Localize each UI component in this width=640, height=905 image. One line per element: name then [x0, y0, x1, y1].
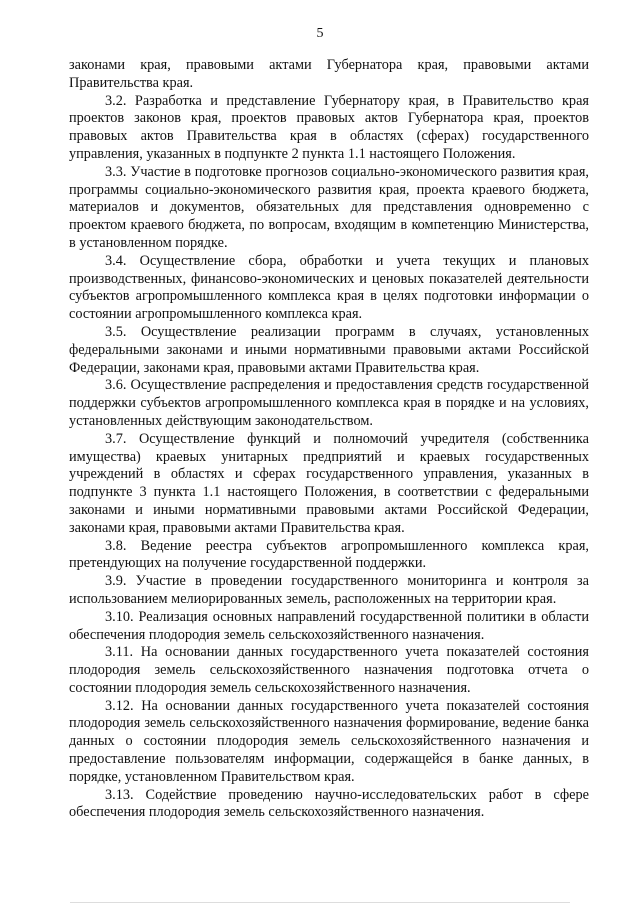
paragraph-3-2: 3.2. Разработка и представление Губернатору края, в Правительство края проектов законов края, проектов правовых актов Губернатора края, проектов правовых актов Правительства края в областях (сферах) государственного управления, указанных в подпункте 2 пункта 1.1 настоящего Положения. — [69, 92, 589, 162]
scan-edge-line — [70, 902, 570, 903]
paragraph-continuation: законами края, правовыми актами Губернатора края, правовыми актами Правительства края. — [69, 57, 589, 91]
paragraph-3-3: 3.3. Участие в подготовке прогнозов социально-экономического развития края, программы социально-экономического развития края, проекта краевого бюджета, материалов и документов, обязательных для представления одновременно с проектом краевого бюджета, по вопросам, входящим в компетенцию Министерства, в установленном порядке. — [69, 163, 589, 251]
paragraph-3-8: 3.8. Ведение реестра субъектов агропромышленного комплекса края, претендующих на получение государственной поддержки. — [69, 537, 589, 572]
page-bottom-edge — [0, 897, 640, 905]
paragraph-3-11: 3.11. На основании данных государственного учета показателей состояния плодородия земель сельскохозяйственного назначения подготовка отчета о состоянии плодородия земель сельскохозяйственного назначения. — [69, 644, 589, 696]
paragraph-3-9: 3.9. Участие в проведении государственного мониторинга и контроля за использованием мелиорированных земель, расположенных на территории края. — [69, 573, 589, 607]
paragraph-3-7: 3.7. Осуществление функций и полномочий учредителя (собственника имущества) краевых унитарных предприятий и краевых государственных учреждений в областях и сферах государственного управления, указанных в подпункте 3 пункта 1.1 настоящего Положения, в соответствии с федеральными законами и иными нормативными правовыми актами Российской Федерации, законами края, правовыми актами Правительства края. — [69, 430, 589, 536]
paragraph-3-12: 3.12. На основании данных государственного учета показателей состояния плодородия земель сельскохозяйственного назначения формирование, ведение банка данных о состоянии плодородия земель сельскохозяйственного назначения и предоставление пользователям информации, содержащейся в банке данных, в порядке, установленном Правительством края. — [69, 697, 589, 785]
document-body — [69, 57, 589, 822]
paragraph-3-4: 3.4. Осуществление сбора, обработки и учета текущих и плановых производственных, финансово-экономических и ценовых показателей деятельности субъектов агропромышленного комплекса края в целях подготовки информации о состоянии агропромышленного комплекса края. — [69, 252, 589, 323]
paragraph-3-10: 3.10. Реализация основных направлений государственной политики в области обеспечения плодородия земель сельскохозяйственного назначения. — [69, 608, 589, 643]
paragraph-3-5: 3.5. Осуществление реализации программ в случаях, установленных федеральными законами и иными нормативными правовыми актами Российской Федерации, законами края, правовыми актами Правительства края. — [69, 323, 589, 376]
paragraph-3-6: 3.6. Осуществление распределения и предоставления средств государственной поддержки субъектов агропромышленного комплекса края в порядке и на условиях, установленных действующим законодательством. — [69, 377, 589, 429]
page-number: 5 — [316, 26, 324, 41]
paragraph-3-13: 3.13. Содействие проведению научно-исследовательских работ в сфере обеспечения плодородия земель сельскохозяйственного назначения. — [69, 786, 589, 821]
